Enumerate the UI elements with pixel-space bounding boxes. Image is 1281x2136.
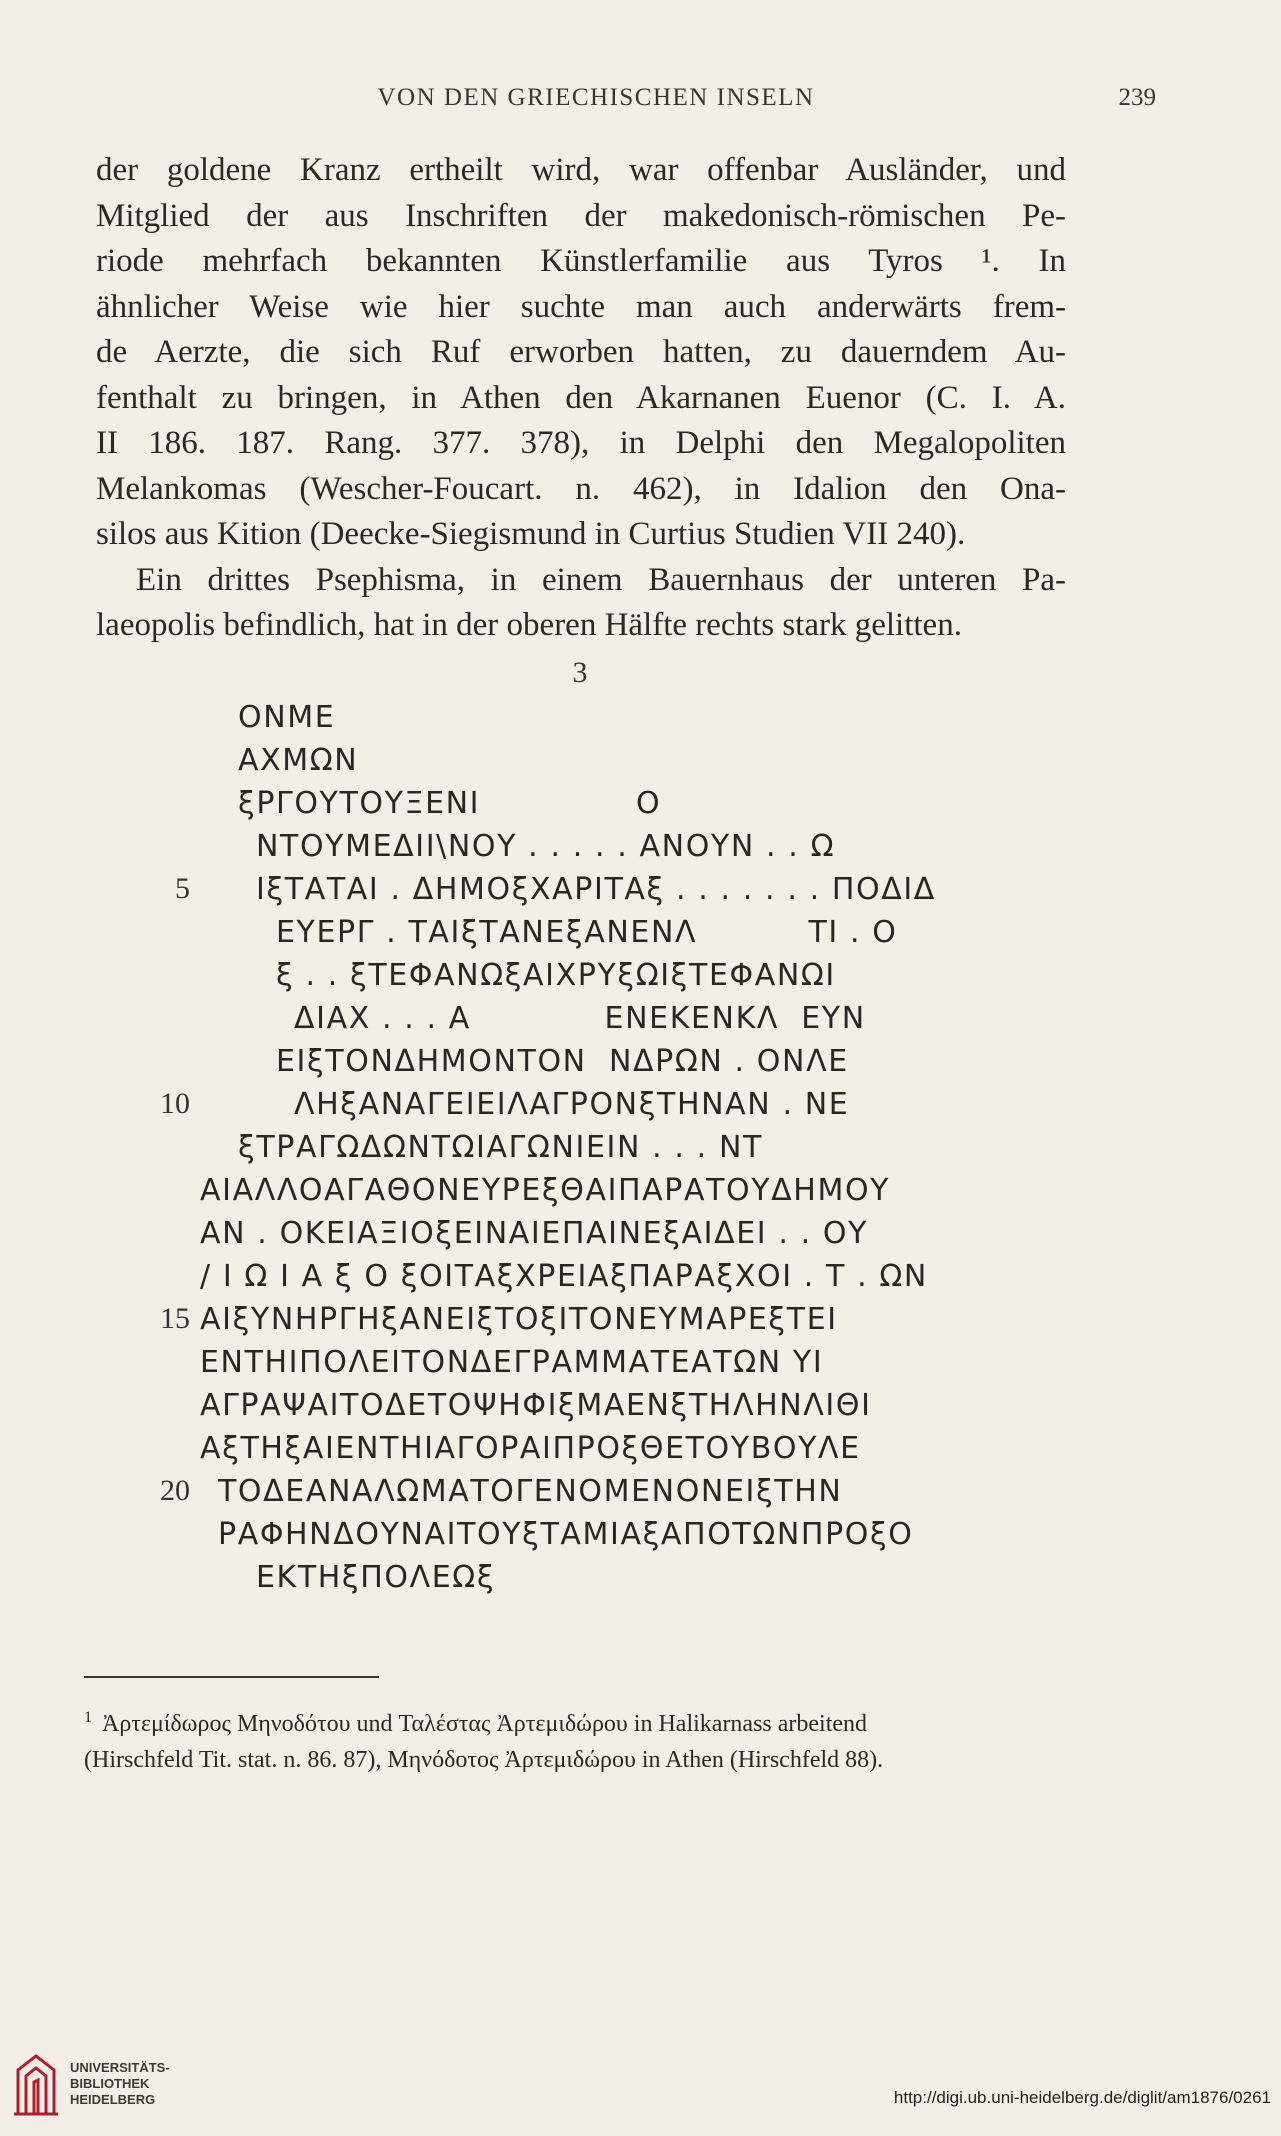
inscription-number: 3 — [572, 656, 588, 689]
inscription-line: ΛΗξΑΝΑΓΕΙΕΙΛΑΓΡΟΝξΤΗΝΑΝ . ΝΕ — [294, 1087, 850, 1122]
inscription-line: ξ . . ξΤΕΦΑΝΩξΑΙΧΡΥξΩΙξΤΕΦΑΝΩΙ — [276, 958, 836, 993]
body-line: Melankomas (Wescher-Foucart. n. 462), in Idalion den Ona- — [96, 470, 1066, 507]
body-line: silos aus Kition (Deecke-Siegismund in Curtius Studien VII 240). — [96, 516, 966, 552]
footnote-rule — [84, 1676, 379, 1678]
library-name-line: UNIVERSITÄTS- — [70, 2060, 170, 2075]
inscription-line: ΕΚΤΗξΠΟΛΕΩξ — [256, 1560, 496, 1595]
library-name-line: BIBLIOTHEK — [70, 2076, 150, 2091]
body-line: riode mehrfach bekannten Künstlerfamilie aus Tyros ¹. In — [96, 243, 1066, 279]
footnote-line-2: (Hirschfeld Tit. stat. n. 86. 87), Μηνόδοτος Ἀρτεμιδώρου in Athen (Hirschfeld 88). — [84, 1747, 884, 1773]
footnote-line-1 — [84, 1700, 1069, 1742]
body-line: der goldene Kranz ertheilt wird, war offenbar Ausländer, und — [96, 152, 1066, 188]
library-emblem-icon — [12, 2052, 60, 2118]
body-text — [96, 148, 1066, 649]
inscription-line: ΕΝΤΗΙΠΟΛΕΙΤΟΝΔΕΓΡΑΜΜΑΤΕΑΤΩΝ ΥΙ — [200, 1345, 824, 1380]
line-number: 15 — [160, 1302, 190, 1335]
inscription-line: ΑΝ . ΟΚΕΙΑΞΙΟξΕΙΝΑΙΕΠΑΙΝΕξΑΙΔΕΙ . . ΟΥ — [200, 1216, 869, 1251]
line-number: 5 — [175, 872, 190, 905]
inscription-line: ΡΑΦΗΝΔΟΥΝΑΙΤΟΥξΤΑΜΙΑξΑΠΟΤΩΝΠΡΟξΟ — [218, 1517, 914, 1552]
inscription-line: ΟΝΜΕ — [238, 700, 336, 735]
body-line: ähnlicher Weise wie hier suchte man auch anderwärts frem- — [96, 288, 1066, 325]
inscription-line: ΤΟΔΕΑΝΑΛΩΜΑΤΟΓΕΝΟΜΕΝΟΝΕΙξΤΗΝ — [218, 1474, 843, 1509]
footnote-text-1: Ἀρτεμίδωρος Μηνοδότου und Ταλέστας Ἀρτεμιδώρου in Halikarnass arbeitend — [102, 1711, 868, 1737]
body-line: II 186. 187. Rang. 377. 378), in Delphi den Megalopoliten — [96, 425, 1066, 461]
inscription-line: ΙξΤΑΤΑΙ . ΔΗΜΟξΧΑΡΙΤΑξ . . . . . . . ΠΟΔΙΔ — [256, 872, 936, 907]
body-line: de Aerzte, die sich Ruf erworben hatten, zu dauerndem Au- — [96, 334, 1066, 370]
body-line: laeopolis befindlich, hat in der oberen Hälfte rechts stark gelitten. — [96, 607, 962, 643]
library-name-line: HEIDELBERG — [70, 2092, 156, 2107]
body-line: Ein drittes Psephisma, in einem Bauernhaus der unteren Pa- — [136, 561, 1066, 598]
inscription-line: / Ι Ω Ι Α ξ Ο ξΟΙΤΑξΧΡΕΙΑξΠΑΡΑξΧΟΙ . Τ . ΩΝ — [200, 1259, 928, 1294]
body-line: Mitglied der aus Inschriften der makedonisch-römischen Pe- — [96, 197, 1066, 234]
inscription-line: ΕΙξΤΟΝΔΗΜΟΝΤΟΝ ΝΔΡΩΝ . ΟΝΛΕ — [276, 1044, 849, 1079]
inscription-line: ξΡΓΟΥΤΟΥΞΕΝΙ Ο — [238, 786, 662, 821]
line-number: 10 — [160, 1087, 190, 1120]
inscription-line: ΑΙξΥΝΗΡΓΗξΑΝΕΙξΤΟξΙΤΟΝΕΥΜΑΡΕξΤΕΙ — [200, 1302, 838, 1337]
inscription-line: ΑΓΡΑΨΑΙΤΟΔΕΤΟΨΗΦΙξΜΑΕΝξΤΗΛΗΝΛΙΘΙ — [200, 1388, 872, 1423]
running-head — [96, 84, 1156, 124]
footnote — [84, 1700, 1069, 1778]
inscription-line: ΑΧΜΩΝ — [238, 743, 359, 778]
body-line: fenthalt zu bringen, in Athen den Akarnanen Euenor (C. I. A. — [96, 379, 1066, 416]
inscription-line: ΝΤΟΥΜΕΔΙΙ\ΝΟΥ . . . . . ΑΝΟΥΝ . . Ω — [256, 829, 836, 864]
inscription-line: ξΤΡΑΓΩΔΩΝΤΩΙΑΓΩΝΙΕΙΝ . . . ΝΤ — [238, 1130, 763, 1165]
inscription-line: ΑξΤΗξΑΙΕΝΤΗΙΑΓΟΡΑΙΠΡΟξΘΕΤΟΥΒΟΥΛΕ — [200, 1431, 861, 1466]
running-title: VON DEN GRIECHISCHEN INSELN — [377, 84, 815, 111]
page-number: 239 — [1118, 84, 1156, 111]
inscription-line: ΑΙΑΛΛΟΑΓΑΘΟΝΕΥΡΕξΘΑΙΠΑΡΑΤΟΥΔΗΜΟΥ — [200, 1173, 891, 1208]
library-name — [70, 2060, 170, 2108]
inscription-line: ΕΥΕΡΓ . ΤΑΙξΤΑΝΕξΑΝΕΝΛ ΤΙ . Ο — [276, 915, 898, 950]
library-logo[interactable] — [12, 2052, 212, 2124]
permalink-url[interactable]: http://digi.ub.uni-heidelberg.de/diglit/am1876/0261 — [893, 2088, 1271, 2107]
footnote-mark: 1 — [84, 1709, 92, 1726]
line-number: 20 — [160, 1474, 190, 1507]
inscription-line: ΔΙΑΧ . . . Α ΕΝΕΚΕΝΚΛ ΕΥΝ — [294, 1001, 866, 1036]
